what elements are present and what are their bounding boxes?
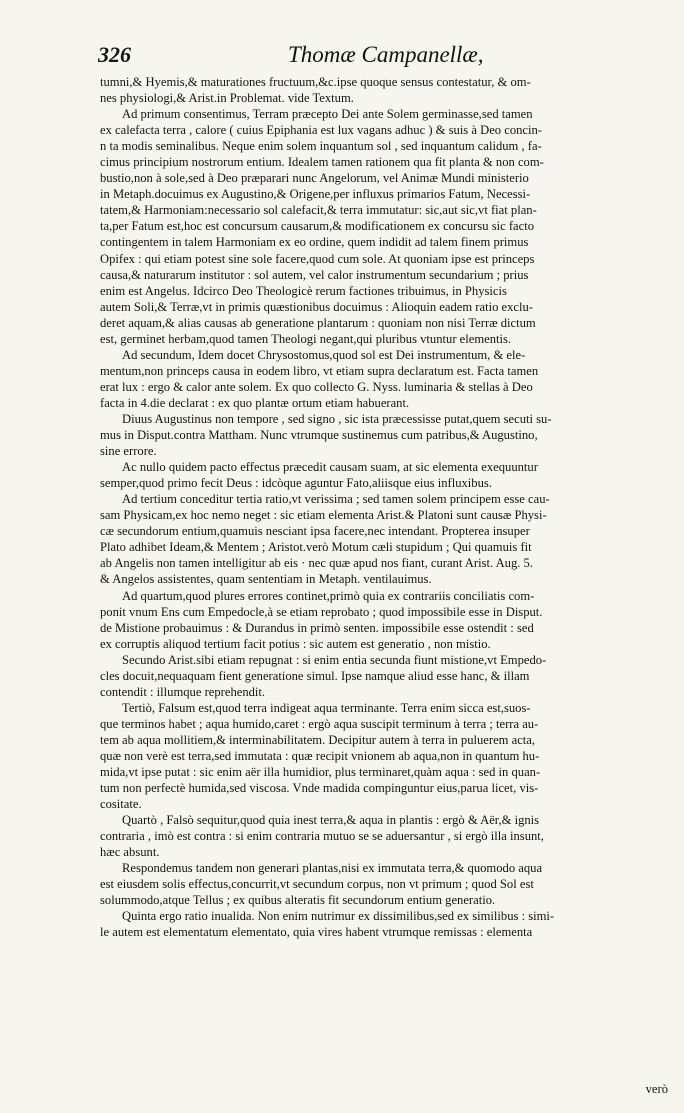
text-line: ta,per Fatum est,hoc est concursum causarum,& modificationem ex concursu sic facto: [100, 219, 534, 234]
text-line: Quartò , Falsò sequitur,quod quia inest terra,& aqua in plantis : ergò & Aër,& ignis: [122, 813, 540, 828]
text-line: deret aquam,& alias causas ab generatione plantarum : quoniam non nisi Terræ dictum: [100, 315, 536, 330]
text-line: Plato adhibet Ideam,& Mentem ; Aristot.verò Motum cæli stupidum ; Qui quamuis fit: [100, 540, 532, 555]
text-line: causa,& naturarum institutor : sol autem, vel calor instrumentum secundarium ; prius: [100, 267, 529, 282]
text-line: mus in Disput.contra Mattham. Nunc vtrumque sustinemus cum patribus,& Augustino,: [100, 428, 538, 443]
text-line: hæc absunt.: [100, 845, 160, 860]
text-line: nes physiologi,& Arist.in Problemat. vide Textum.: [100, 91, 354, 106]
page-number: 326: [98, 42, 131, 67]
text-line: ex calefacta terra , calore ( cuius Epiphania est lux vagans adhuc ) & suis à Deo concin-: [100, 123, 542, 138]
text-line: n ta modis seminalibus. Neque enim solem inquantum sol , sed inquantum calidum , fa-: [100, 139, 542, 154]
text-line: contingentem in talem Harmoniam ex eo ordine, quem indidit ad talem finem primus: [100, 235, 529, 250]
text-line: cæ secundorum entium,quamuis nesciant ipsa facere,nec intendant. Propterea insuper: [100, 524, 530, 539]
text-line: le autem est elementatum elementato, quia vires habent vtrumque remissas : elementa: [100, 925, 533, 940]
text-line: in Metaph.docuimus ex Augustino,& Origene,per influxus primarios Fatum, Necessi-: [100, 187, 531, 202]
body-text: [100, 74, 670, 941]
text-line: est eiusdem solis effectus,concurrit,vt secundum corpus, non vt primum ; quod Sol est: [100, 877, 534, 892]
text-line: Quinta ergo ratio inualida. Non enim nutrimur ex dissimilibus,sed ex similibus : simi-: [122, 909, 555, 924]
text-line: de Mistione probauimus : & Durandus in primò senten. impossibile esse ostendit : sed: [100, 620, 534, 635]
text-line: Ad quartum,quod plures errores continet,primò quia ex contrariis conciliatis com-: [122, 588, 535, 603]
text-line: Ac nullo quidem pacto effectus præcedit causam suam, at sic elementa exequuntur: [122, 460, 538, 475]
text-line: tumni,& Hyemis,& maturationes fructuum,&c.ipse quoque sensus contestatur, & om-: [100, 75, 531, 89]
text-line: solummodo,atque Tellus ; ex quibus alteratis fit secundorum entium generatio.: [100, 893, 496, 908]
text-line: est, germinet herbam,quod tamen Theologi negant,qui pluribus vtuntur elementis.: [100, 331, 512, 346]
text-line: Tertiò, Falsum est,quod terra indigeat aqua terminante. Terra enim sicca est,suos-: [122, 700, 531, 715]
text-line: sam Physicam,ex hoc nemo neget : sic etiam elementa Arist.& Platoni sunt causæ Physi-: [100, 508, 547, 523]
text-line: cimus principium nostrorum entium. Idealem tamen rationem qua fit planta & non com-: [100, 155, 544, 170]
text-line: tem ab aqua mollitiem,& interminabilitatem. Decipitur autem à terra in puluerem acta,: [100, 732, 536, 747]
text-line: que terminos habet ; aqua humido,caret : ergò aqua suscipit terminum à terra ; terra au-: [100, 716, 539, 731]
text-line: quæ non verè est terra,sed immutata : quæ recipit vnionem ab aqua,non in quantum hu-: [100, 748, 540, 763]
text-line: autem Soli,& Terræ,vt in primis quæstionibus docuimus : Alioquin eadem ratio exclu-: [100, 299, 533, 314]
text-line: sine errore.: [100, 444, 157, 459]
text-line: Opifex : qui etiam potest sine sole facere,quod cum sole. At quoniam ipse est princeps: [100, 251, 535, 266]
text-line: enim est Angelus. Idcirco Deo Theologicè rerum factiones tribuimus, in Physicis: [100, 283, 507, 298]
catchword: verò: [645, 1082, 668, 1096]
text-line: cositate.: [100, 797, 142, 812]
text-line: contraria , imò est contra : si enim contraria mutuo se se aduersantur , si ergò illa insunt,: [100, 829, 544, 844]
text-line: Respondemus tandem non generari plantas,nisi ex immutata terra,& quomodo aqua: [122, 861, 543, 876]
text-line: Secundo Arist.sibi etiam repugnat : si enim entia secunda fiunt mistione,vt Empedo-: [122, 652, 547, 667]
running-title: Thomæ Campanellæ,: [288, 42, 484, 67]
text-line: Ad secundum, Idem docet Chrysostomus,quod sol est Dei instrumentum, & ele-: [122, 347, 526, 362]
text-line: bustio,non à sole,sed à Deo præparari nunc Angelorum, vel Animæ Mundi ministerio: [100, 171, 529, 186]
text-line: tum non perfectè humida,sed viscosa. Vnde madida compinguntur eius,parua licet, vis-: [100, 781, 539, 796]
text-line: Ad tertium conceditur tertia ratio,vt verissima ; sed tamen solem principem esse cau-: [122, 492, 550, 507]
text-line: ex corruptis aliquod tertium facit potius : sic autem est generatio , non mistio.: [100, 636, 491, 651]
text-line: tatem,& Harmoniam:necessario sol calefacit,& terra immutatur: sic,aut sic,vt fiat plan-: [100, 203, 537, 218]
text-line: mida,vt ipse putat : sic enim aër illa humidior, plus terminaret,quàm aqua : sed in quan-: [100, 765, 541, 780]
text-line: semper,quod primo fecit Deus : idcòque aguntur Fato,aliisque eius influxibus.: [100, 476, 492, 491]
text-line: erat lux : ergo & calor ante solem. Ex quo collecto G. Nyss. luminaria & stellas à Deo: [100, 379, 533, 394]
text-line: & Angelos assistentes, quam sententiam in Metaph. ventilauimus.: [100, 572, 432, 587]
text-line: mentum,non princeps causa in eodem libro, vt etiam supra declaratum est. Facta tamen: [100, 363, 539, 378]
text-line: facta in 4.die declarat : ex quo plantæ ortum etiam habuerant.: [100, 395, 410, 410]
text-line: Diuus Augustinus non tempore , sed signo , sic ista præcessisse putat,quem secuti su-: [122, 411, 552, 426]
page-header: [98, 42, 668, 72]
text-line: cles docuit,nequaquam fient generatione simul. Ipse namque aliud esse hanc, & illam: [100, 668, 530, 683]
text-line: ponit vnum Ens cum Empedocle,à se etiam reprobato ; quod impossibile esse in Disput.: [100, 604, 543, 619]
text-line: Ad primum consentimus, Terram præcepto Dei ante Solem germinasse,sed tamen: [122, 107, 533, 122]
text-line: ab Angelis non tamen intelligitur ab eis · nec quæ apud nos fiant, curant Arist. Aug. 5.: [100, 556, 534, 571]
text-line: contendit : illumque reprehendit.: [100, 684, 266, 699]
